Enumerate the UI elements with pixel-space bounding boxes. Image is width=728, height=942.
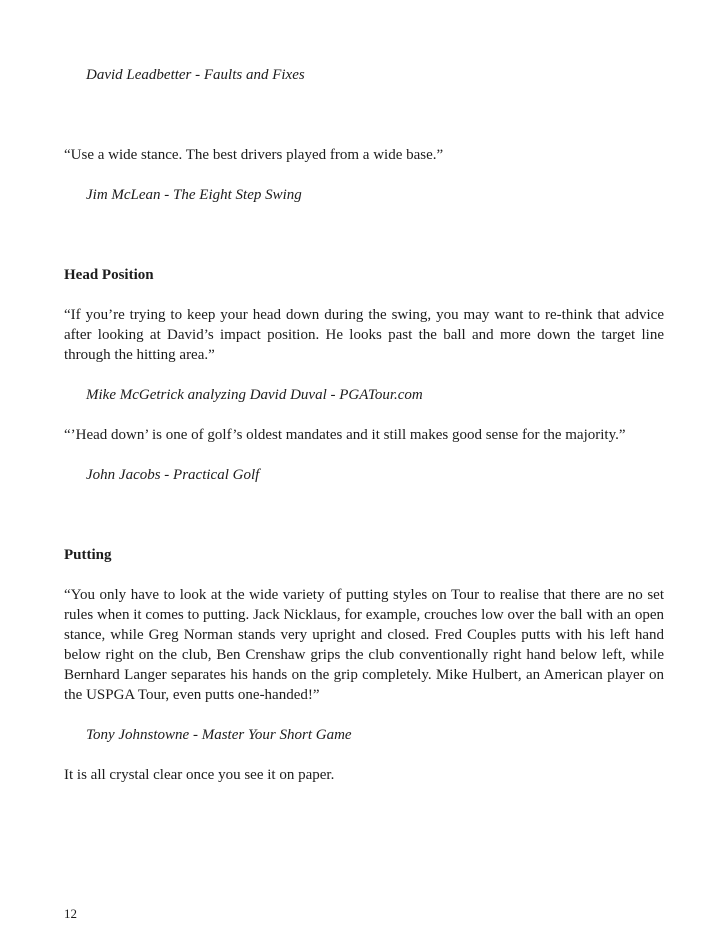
attribution-johnstowne: Tony Johnstowne - Master Your Short Game — [86, 727, 352, 743]
attribution-jacobs: John Jacobs - Practical Golf — [86, 467, 260, 483]
closing-line: It is all crystal clear once you see it on paper. — [64, 767, 335, 783]
attribution-leadbetter: David Leadbetter - Faults and Fixes — [86, 67, 305, 83]
attribution-mclean: Jim McLean - The Eight Step Swing — [86, 187, 302, 203]
quote-putting-styles: “You only have to look at the wide variety of putting styles on Tour to realise that there are no set rules when it comes to putting. Jack Nicklaus, for example, crouches low over the ball with an open stance, while Greg Norman stands very upright and closed. Fred Couples putts with his left hand below right on the club, Ben Crenshaw grips the club conventionally right hand below left, while Bernhard Langer separates his hands on the grip completely. Mike Hulbert, an American player on the USPGA Tour, even putts one-handed!” — [64, 587, 664, 703]
heading-putting: Putting — [64, 547, 112, 563]
heading-head-position: Head Position — [64, 267, 154, 283]
quote-head-down-rethink: “If you’re trying to keep your head down during the swing, you may want to re-think that advice after looking at David’s impact position. He looks past the ball and more down the target line through the hitting area.” — [64, 307, 664, 363]
quote-head-down-mandate: “’Head down’ is one of golf’s oldest mandates and it still makes good sense for the majority.” — [64, 427, 626, 443]
quote-wide-stance: “Use a wide stance. The best drivers played from a wide base.” — [64, 147, 444, 163]
page-number: 12 — [64, 906, 77, 921]
attribution-mcgetrick: Mike McGetrick analyzing David Duval - PGATour.com — [86, 387, 423, 403]
